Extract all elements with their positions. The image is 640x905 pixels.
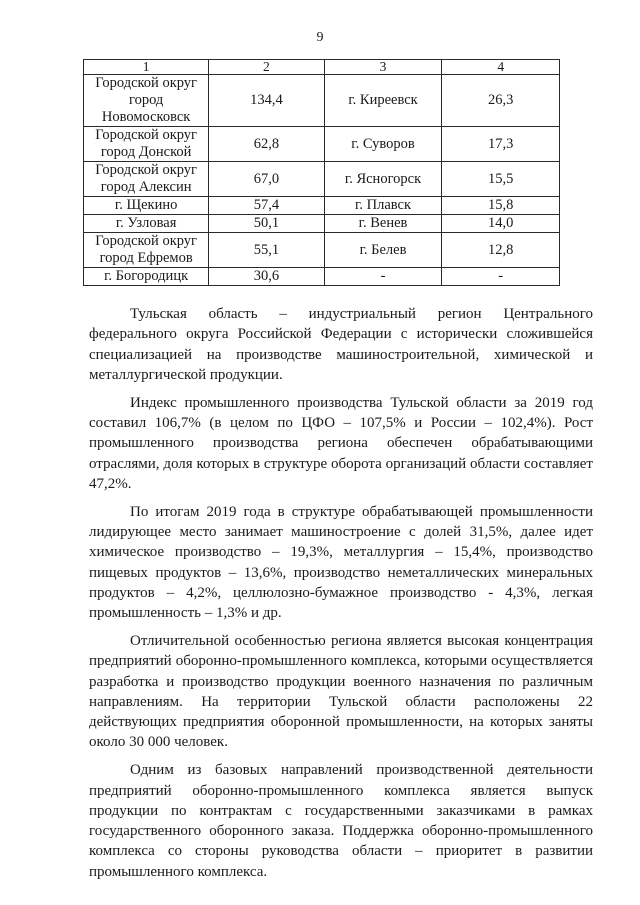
table-cell-district: Городской округ город Новомосковск xyxy=(84,75,209,127)
table-row xyxy=(84,75,560,127)
table-row xyxy=(84,197,560,215)
data-table xyxy=(83,59,560,286)
table-cell-city: г. Ясногорск xyxy=(324,162,442,197)
table-cell-value: - xyxy=(442,268,560,286)
table-cell-city: г. Суворов xyxy=(324,127,442,162)
table-cell-value: 12,8 xyxy=(442,233,560,268)
table-cell-value: 15,8 xyxy=(442,197,560,215)
table-cell-value: 17,3 xyxy=(442,127,560,162)
table-row xyxy=(84,268,560,286)
table-cell-value: 14,0 xyxy=(442,215,560,233)
table-cell-district: Городской округ город Алексин xyxy=(84,162,209,197)
table-cell-value: 50,1 xyxy=(209,215,324,233)
table-cell-city: г. Плавск xyxy=(324,197,442,215)
column-header: 2 xyxy=(209,60,324,75)
table-cell-value: 30,6 xyxy=(209,268,324,286)
table-cell-district: г. Богородицк xyxy=(84,268,209,286)
table-cell-value: 67,0 xyxy=(209,162,324,197)
paragraph: Одним из базовых направлений производственной деятельности предприятий оборонно-промышленного комплекса является выпуск продукции по контрактам с государственными заказчиками в рамках государственного оборонного заказа. Поддержка оборонно-промышленного комплекса со стороны руководства области – приоритет в развитии промышленного комплекса. xyxy=(89,762,593,880)
table-cell-city: г. Киреевск xyxy=(324,75,442,127)
table-cell-value: 134,4 xyxy=(209,75,324,127)
column-header: 4 xyxy=(442,60,560,75)
table-cell-district: г. Узловая xyxy=(84,215,209,233)
table-cell-city: - xyxy=(324,268,442,286)
table-cell-district: Городской округ город Ефремов xyxy=(84,233,209,268)
page-number: 9 xyxy=(316,30,324,45)
table-cell-value: 62,8 xyxy=(209,127,324,162)
column-header: 3 xyxy=(324,60,442,75)
paragraph: Индекс промышленного производства Тульской области за 2019 год составил 106,7% (в целом по ЦФО – 107,5% и России – 102,4%). Рост промышленного производства региона обеспечен обрабатывающими отраслями, доля которых в структуре оборота организаций области составляет 47,2%. xyxy=(89,394,593,492)
table-row xyxy=(84,162,560,197)
paragraph: Отличительной особенностью региона является высокая концентрация предприятий оборонно-промышленного комплекса, которыми осуществляется разработка и производство продукции военного назначения по различным направлениям. На территории Тульской области расположены 22 действующих предприятия оборонной промышленности, на которых заняты около 30 000 человек. xyxy=(89,632,593,751)
table-row xyxy=(84,127,560,162)
table-cell-value: 57,4 xyxy=(209,197,324,215)
body-text xyxy=(89,304,593,890)
table-cell-city: г. Венев xyxy=(324,215,442,233)
table-cell-city: г. Белев xyxy=(324,233,442,268)
column-header: 1 xyxy=(84,60,209,75)
table-row xyxy=(84,215,560,233)
table-cell-district: г. Щекино xyxy=(84,197,209,215)
table-cell-value: 55,1 xyxy=(209,233,324,268)
table-cell-district: Городской округ город Донской xyxy=(84,127,209,162)
paragraph: Тульская область – индустриальный регион Центрального федерального округа Российской Федерации с исторически сложившейся специализацией на производстве машиностроительной, химической и металлургической продукции. xyxy=(89,306,593,383)
table-cell-value: 26,3 xyxy=(442,75,560,127)
table-cell-value: 15,5 xyxy=(442,162,560,197)
paragraph: По итогам 2019 года в структуре обрабатывающей промышленности лидирующее место занимает машиностроение с долей 31,5%, далее идет химическое производство – 19,3%, металлургия – 15,4%, производство пищевых продуктов – 13,6%, производство неметаллических минеральных продуктов – 4,2%, целлюлозно-бумажное производство - 4,3%, легкая промышленность – 1,3% и др. xyxy=(89,503,593,622)
table-header-row xyxy=(84,60,560,75)
table-row xyxy=(84,233,560,268)
